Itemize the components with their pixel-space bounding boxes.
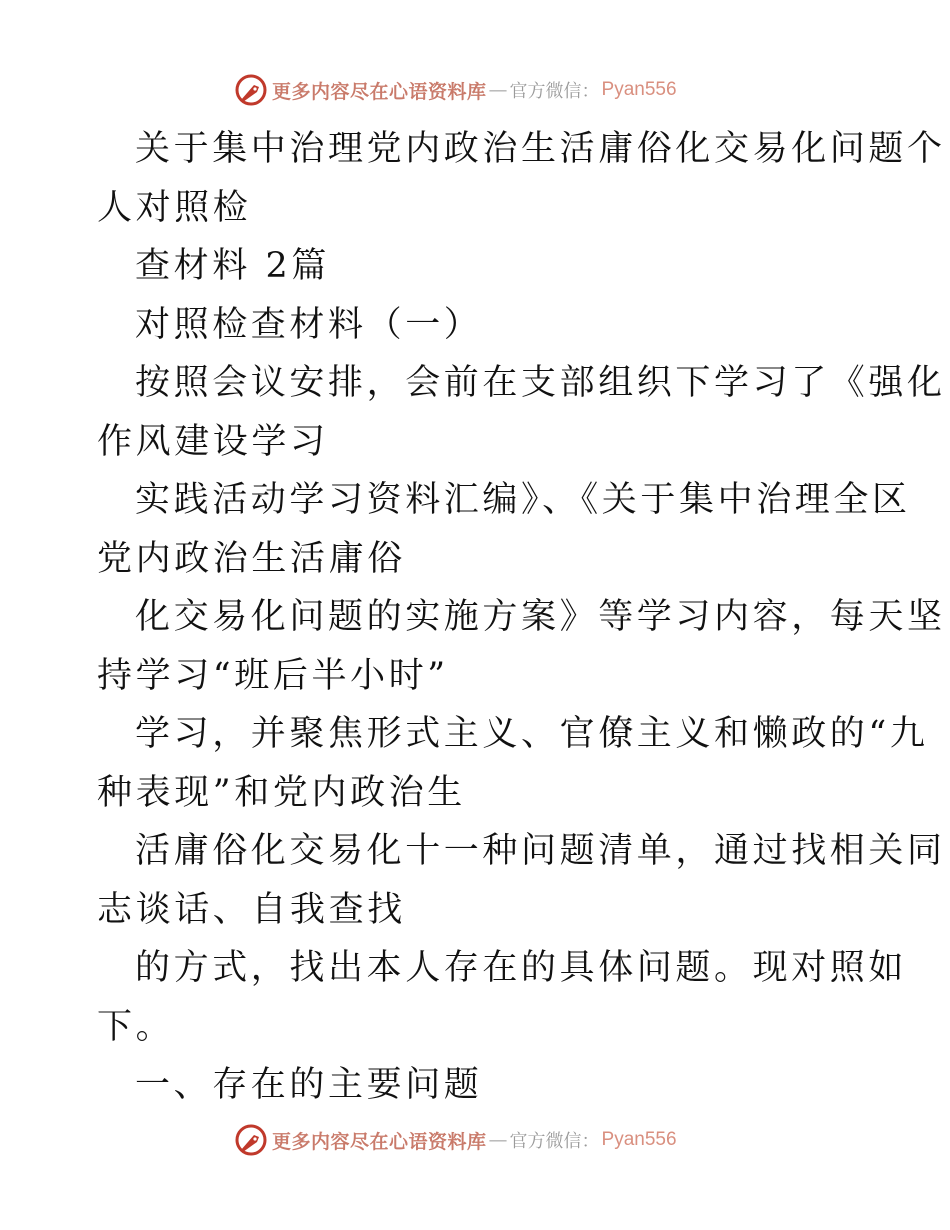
footer-watermark	[234, 1120, 677, 1160]
paragraph-line: 作风建设学习	[97, 421, 329, 462]
watermark-dash: —	[488, 1129, 508, 1151]
watermark-dash: —	[488, 79, 508, 101]
paragraph-line: 学习，并聚焦形式主义、官僚主义和懒政的“九	[135, 714, 929, 754]
paragraph-line: 党内政治生活庸俗	[97, 538, 406, 579]
watermark-wechat-id: Pyan556	[601, 79, 677, 100]
watermark-wechat-id: Pyan556	[601, 1129, 677, 1150]
watermark-brand: 更多内容尽在心语资料库	[272, 1130, 487, 1153]
pen-nib-logo-icon	[234, 1123, 268, 1157]
paragraph-line: 实践活动学习资料汇编》、《关于集中治理全区	[135, 480, 911, 520]
header-watermark	[234, 70, 677, 110]
title-line: 人对照检	[97, 187, 252, 228]
paragraph-line: 化交易化问题的实施方案》等学习内容，每天坚	[135, 597, 946, 637]
watermark-label: 官方微信：	[509, 1131, 600, 1152]
paragraph-line: 持学习“班后半小时”	[97, 655, 449, 696]
paragraph-line: 活庸俗化交易化十一种问题清单，通过找相关同	[135, 831, 946, 871]
watermark-label: 官方微信：	[509, 81, 600, 102]
section-heading: 一、存在的主要问题	[135, 1065, 483, 1105]
paragraph-line: 的方式，找出本人存在的具体问题。现对照如	[135, 948, 908, 988]
paragraph-line: 按照会议安排，会前在支部组织下学习了《强化	[135, 363, 946, 403]
section-heading: 对照检查材料（一）	[135, 304, 483, 345]
document-body	[97, 120, 946, 1115]
pen-nib-logo-icon	[234, 73, 268, 107]
paragraph-line: 下。	[97, 1006, 175, 1047]
watermark-brand: 更多内容尽在心语资料库	[272, 80, 487, 103]
title-line: 查材料 2篇	[135, 246, 330, 286]
paragraph-line: 志谈话、自我查找	[97, 889, 406, 930]
paragraph-line: 种表现”和党内政治生	[97, 772, 466, 813]
title-line: 关于集中治理党内政治生活庸俗化交易化问题个	[135, 129, 946, 169]
